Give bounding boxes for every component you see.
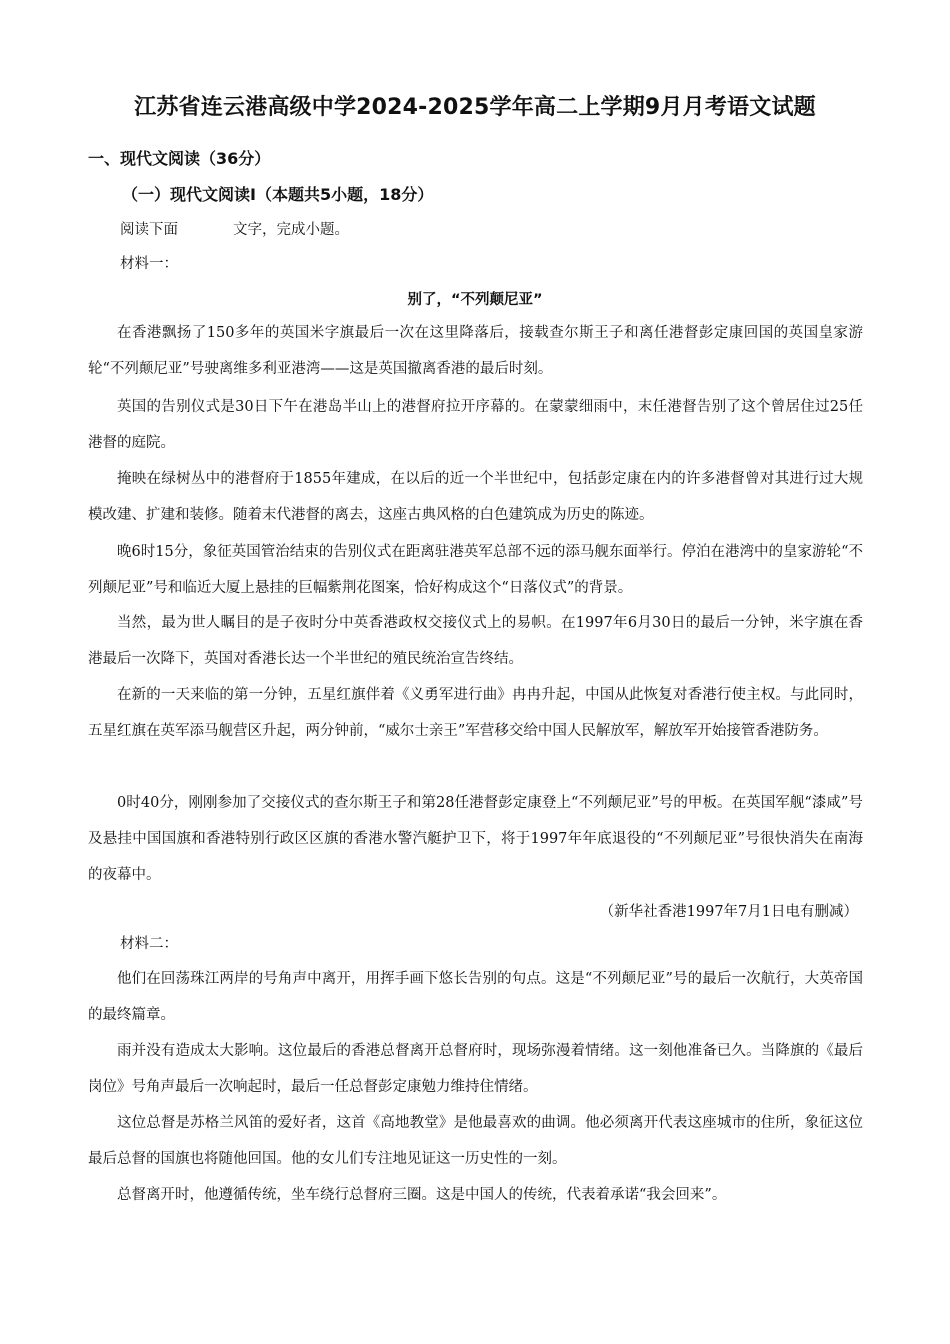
article-title: 别了，“不列颠尼亚”	[407, 292, 543, 308]
material-two-label: 材料二：	[120, 936, 178, 952]
material-one-paragraph: 在香港飘扬了150多年的英国米字旗最后一次在这里降落后，接载查尔斯王子和离任港督彭定康回国的英国皇家游轮“不列颠尼亚”号驶离维多利亚港湾——这是英国撤离香港的最后时刻。	[88, 325, 863, 377]
material-one-source: （新华社香港1997年7月1日电有删减）	[599, 904, 858, 920]
material-two-paragraph: 他们在回荡珠江两岸的号角声中离开，用挥手画下悠长告别的句点。这是“不列颠尼亚”号的最后一次航行，大英帝国的最终篇章。	[88, 971, 863, 1023]
material-one-paragraph: 当然，最为世人瞩目的是子夜时分中英香港政权交接仪式上的易帜。在1997年6月30日的最后一分钟，米字旗在香港最后一次降下，英国对香港长达一个半世纪的殖民统治宣告终结。	[88, 615, 863, 667]
material-two-paragraph: 雨并没有造成太大影响。这位最后的香港总督离开总督府时，现场弥漫着情绪。这一刻他准备已久。当降旗的《最后岗位》号角声最后一次响起时，最后一任总督彭定康勉力维持住情绪。	[88, 1043, 863, 1095]
material-one-paragraph: 晚6时15分，象征英国管治结束的告别仪式在距离驻港英军总部不远的添马舰东面举行。停泊在港湾中的皇家游轮“不列颠尼亚”号和临近大厦上悬挂的巨幅紫荆花图案，恰好构成这个“日落仪式”的背景。	[88, 544, 863, 596]
reading-instruction-end: 文字，完成小题。	[233, 222, 349, 238]
material-one-label: 材料一：	[120, 256, 178, 272]
material-one-paragraph: 0时40分，刚刚参加了交接仪式的查尔斯王子和第28任港督彭定康登上“不列颠尼亚”号的甲板。在英国军舰“漆咸”号及悬挂中国国旗和香港特别行政区区旗的香港水警汽艇护卫下，将于1997年年底退役的“不列颠尼亚”号很快消失在南海的夜幕中。	[88, 795, 863, 883]
section-heading: 一、现代文阅读（36分）	[88, 149, 271, 168]
exam-title: 江苏省连云港高级中学2024-2025学年高二上学期9月月考语文试题	[134, 95, 816, 120]
material-two-paragraph: 总督离开时，他遵循传统，坐车绕行总督府三圈。这是中国人的传统，代表着承诺“我会回来”。	[117, 1187, 727, 1203]
material-two-paragraph: 这位总督是苏格兰风笛的爱好者，这首《高地教堂》是他最喜欢的曲调。他必须离开代表这座城市的住所，象征这位最后总督的国旗也将随他回国。他的女儿们专注地见证这一历史性的一刻。	[88, 1115, 863, 1167]
subsection-heading: （一）现代文阅读Ⅰ（本题共5小题，18分）	[122, 185, 434, 204]
material-one-paragraph: 在新的一天来临的第一分钟，五星红旗伴着《义勇军进行曲》冉冉升起，中国从此恢复对香港行使主权。与此同时，五星红旗在英军添马舰营区升起，两分钟前，“威尔士亲王”军营移交给中国人民解放军，解放军开始接管香港防务。	[88, 687, 863, 739]
material-one-paragraph: 掩映在绿树丛中的港督府于1855年建成，在以后的近一个半世纪中，包括彭定康在内的许多港督曾对其进行过大规模改建、扩建和装修。随着末代港督的离去，这座古典风格的白色建筑成为历史的陈迹。	[88, 471, 863, 523]
material-one-paragraph: 英国的告别仪式是30日下午在港岛半山上的港督府拉开序幕的。在蒙蒙细雨中，末任港督告别了这个曾居住过25任港督的庭院。	[88, 399, 863, 451]
reading-instruction-start: 阅读下面	[120, 222, 178, 238]
